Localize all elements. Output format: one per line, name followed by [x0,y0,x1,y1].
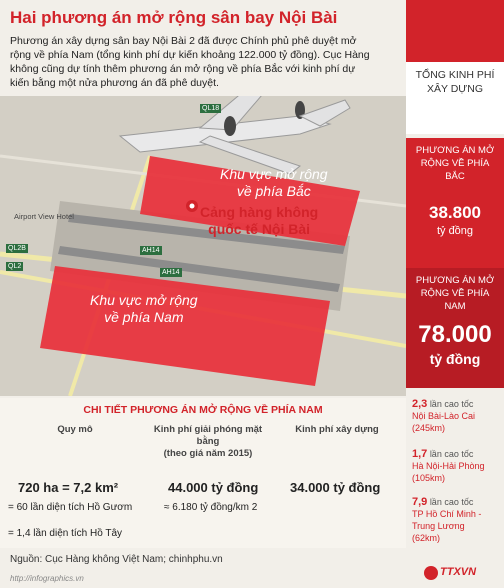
details-panel [0,398,406,548]
road-tag: AH14 [142,247,160,254]
source-url: http://infographics.vn [10,574,84,583]
north-cost-unit: tỷ đồng [436,225,474,237]
north-cost-card [406,138,504,268]
south-cost-value: 78.000 [418,321,492,348]
col-scale-head: Quy mô [57,424,93,435]
details-heading: CHI TIẾT PHƯƠNG ÁN MỞ RỘNG VỀ PHÍA NAM [83,404,323,416]
hotel-label: Airport View Hotel [14,212,74,221]
airport-label: Cảng hàng không quốc tế Nội Bài [200,204,319,237]
ttxvn-logo: TTXVN [440,566,477,578]
scale-compare-2: = 1,4 lần diện tích Hồ Tây [8,528,123,539]
compare-item: 7,9 lần cao tốc TP Hồ Chí Minh - Trung Lương (62km) [412,496,482,543]
top-accent-bar [406,0,504,62]
scale-value: 720 ha = 7,2 km² [18,480,119,495]
airport-map [0,96,406,396]
total-cost-heading: TỔNG KINH PHÍ XÂY DỰNG [406,62,504,134]
road-tag: QL2 [8,263,22,270]
south-cost-unit: tỷ đồng [429,351,481,367]
north-cost-value: 38.800 [429,203,481,222]
col-clearance-head: Kinh phí giải phóng mặt bằng (theo giá năm 2015) [153,424,263,459]
scale-compare-1: = 60 lần diện tích Hồ Gươm [8,502,133,513]
north-zone-label: Khu vực mở rộng về phía Bắc [220,166,328,199]
compare-item: 2,3 lần cao tốc Nội Bài-Lào Cai (245km) [412,398,476,433]
compare-item: 1,7 lần cao tốc Hà Nội-Hải Phòng (105km) [412,448,485,483]
road-tag: QL2B [8,245,26,252]
road-tag: QL18 [202,105,220,112]
construction-value: 34.000 tỷ đồng [290,480,381,495]
intro-text: Phương án xây dựng sân bay Nội Bài 2 đã được Chính phủ phê duyệt mở rộng về phía Nam (tổng kinh phí dự kiến khoảng 122.000 tỷ đồng). Cục Hàng không cũng dự tính thêm phương án mở rộng về phía Bắc với kinh phí dự kiến bằng một nửa phương án đã phê duyệt. [10,35,370,89]
south-cost-label: PHƯƠNG ÁN MỞ RỘNG VỀ PHÍA NAM [415,275,495,312]
map-graphic [0,96,406,396]
road-tag: AH14 [162,269,180,276]
clearance-per-km: ≈ 6.180 tỷ đồng/km 2 [164,502,258,513]
col-construction-head: Kinh phí xây dựng [295,424,379,435]
ttxvn-logo-icon [424,566,438,580]
south-zone-label: Khu vực mở rộng về phía Nam [90,292,198,325]
page-title: Hai phương án mở rộng sân bay Nội Bài [10,8,338,27]
clearance-value: 44.000 tỷ đồng [168,480,259,495]
south-cost-card [406,268,504,388]
source-text: Nguồn: Cục Hàng không Việt Nam; chinhphu.vn [10,554,223,565]
north-cost-label: PHƯƠNG ÁN MỞ RỘNG VỀ PHÍA BẮC [415,145,495,182]
